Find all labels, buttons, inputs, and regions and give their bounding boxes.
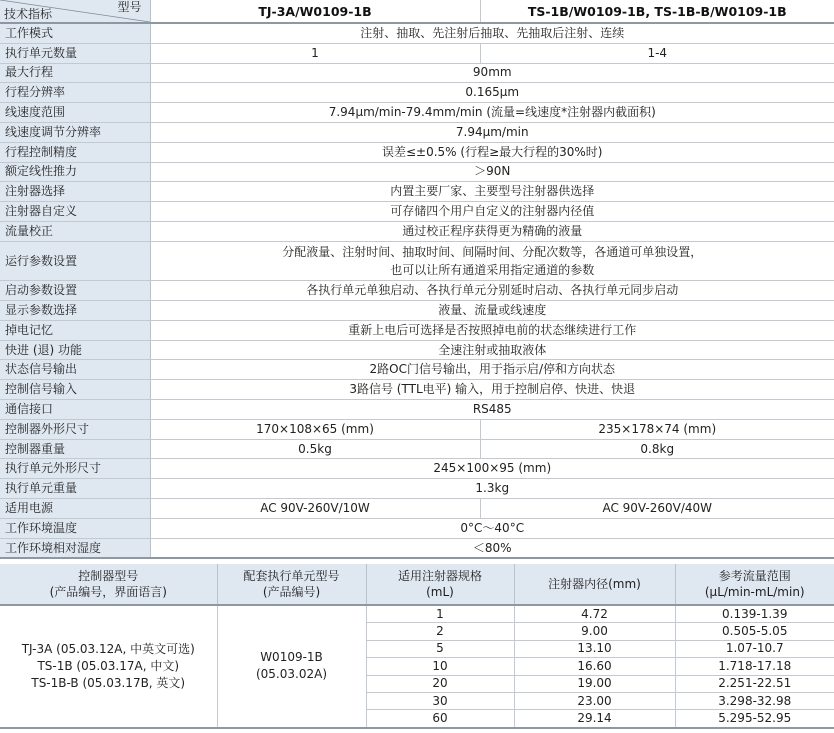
unit-model-cell <box>217 605 366 728</box>
syringe-flow: 5.295-52.95 <box>675 710 834 728</box>
syringe-ml: 60 <box>366 710 514 728</box>
row-label: 状态信号输出 <box>0 360 150 380</box>
row-label: 快进 (退) 功能 <box>0 340 150 360</box>
spec-row <box>0 83 834 103</box>
row-value: ＞90N <box>150 162 834 182</box>
spec-row <box>0 320 834 340</box>
row-value-b: 1-4 <box>480 43 834 63</box>
row-label: 控制器外形尺寸 <box>0 419 150 439</box>
row-label: 注射器自定义 <box>0 202 150 222</box>
header-controller-title: 控制器型号 <box>78 569 139 583</box>
spec-row <box>0 103 834 123</box>
header-row-label: 技术指标 <box>4 7 53 21</box>
row-value: 7.94μm/min-79.4mm/min (流量=线速度*注射器内截面积) <box>150 103 834 123</box>
header-unit-title: 配套执行单元型号 <box>243 569 340 583</box>
spec-row <box>0 63 834 83</box>
syringe-flow: 1.07-10.7 <box>675 640 834 657</box>
row-label: 线速度调节分辨率 <box>0 122 150 142</box>
spec-row <box>0 538 834 558</box>
row-label: 线速度范围 <box>0 103 150 123</box>
row-value-line-2: 也可以让所有通道采用指定通道的参数 <box>390 263 595 278</box>
spec-row <box>0 281 834 301</box>
row-value: 重新上电后可选择是否按照掉电前的状态继续进行工作 <box>150 320 834 340</box>
header-unit <box>217 564 366 605</box>
controller-models-cell <box>0 605 217 728</box>
spec-row <box>0 419 834 439</box>
row-value-a: AC 90V-260V/10W <box>150 499 480 519</box>
header-diagonal-cell <box>0 0 150 23</box>
row-value: 3路信号 (TTL电平) 输入，用于控制启停、快进、快退 <box>150 380 834 400</box>
row-value: 通过校正程序获得更为精确的液量 <box>150 221 834 241</box>
row-label: 流量校正 <box>0 221 150 241</box>
syringe-ml: 1 <box>366 605 514 623</box>
header-model-b: TS-1B/W0109-1B, TS-1B-B/W0109-1B <box>480 0 834 23</box>
row-value: 2路OC门信号输出，用于指示启/停和方向状态 <box>150 360 834 380</box>
row-value: 0.165μm <box>150 83 834 103</box>
spec-row <box>0 221 834 241</box>
controller-model: TS-1B-B (05.03.17B, 英文) <box>31 675 186 690</box>
row-value-b: 235×178×74 (mm) <box>480 419 834 439</box>
row-label: 最大行程 <box>0 63 150 83</box>
header-model-a: TJ-3A/W0109-1B <box>150 0 480 23</box>
row-label: 适用电源 <box>0 499 150 519</box>
row-label: 启动参数设置 <box>0 281 150 301</box>
row-label: 执行单元数量 <box>0 43 150 63</box>
syringe-diameter: 23.00 <box>514 692 675 709</box>
spec-row <box>0 479 834 499</box>
syringe-diameter: 16.60 <box>514 658 675 675</box>
row-label: 控制信号输入 <box>0 380 150 400</box>
row-label: 行程分辨率 <box>0 83 150 103</box>
row-label: 工作模式 <box>0 23 150 43</box>
row-value-b: AC 90V-260V/40W <box>480 499 834 519</box>
header-col-label: 型号 <box>117 0 142 14</box>
syringe-diameter: 9.00 <box>514 623 675 640</box>
row-value: 245×100×95 (mm) <box>150 459 834 479</box>
syringe-flow: 3.298-32.98 <box>675 692 834 709</box>
row-value: 内置主要厂家、主要型号注射器供选择 <box>150 182 834 202</box>
syringe-ml: 5 <box>366 640 514 657</box>
row-value: 误差≤±0.5% (行程≥最大行程的30%时) <box>150 142 834 162</box>
syringe-diameter: 19.00 <box>514 675 675 692</box>
table-row <box>0 605 834 623</box>
syringe-ml: 30 <box>366 692 514 709</box>
header-flow-sub: (μL/min-mL/min) <box>704 585 805 599</box>
row-label: 注射器选择 <box>0 182 150 202</box>
row-value: 90mm <box>150 63 834 83</box>
header-controller-sub: (产品编号，界面语言) <box>49 585 167 599</box>
row-value-line-1: 分配液量、注射时间、抽取时间、间隔时间、分配次数等，各通道可单独设置， <box>282 245 703 260</box>
syringe-flow: 2.251-22.51 <box>675 675 834 692</box>
spec-row <box>0 518 834 538</box>
unit-code: (05.03.02A) <box>255 667 327 682</box>
row-value <box>150 241 834 281</box>
controller-model: TS-1B (05.03.17A, 中文) <box>37 658 180 673</box>
spec-row <box>0 182 834 202</box>
row-label: 控制器重量 <box>0 439 150 459</box>
row-label: 执行单元重量 <box>0 479 150 499</box>
header-spec <box>366 564 514 605</box>
syringe-flow: 1.718-17.18 <box>675 658 834 675</box>
controller-model: TJ-3A (05.03.12A, 中英文可选) <box>21 641 195 656</box>
row-value: 全速注射或抽取液体 <box>150 340 834 360</box>
row-value: RS485 <box>150 400 834 420</box>
row-label: 通信接口 <box>0 400 150 420</box>
row-value: 1.3kg <box>150 479 834 499</box>
spec-row <box>0 241 834 281</box>
syringe-table <box>0 564 834 729</box>
header-flow-title: 参考流量范围 <box>718 569 791 583</box>
spec-row <box>0 122 834 142</box>
row-label: 掉电记忆 <box>0 320 150 340</box>
syringe-diameter: 13.10 <box>514 640 675 657</box>
spec-row <box>0 162 834 182</box>
spec-row <box>0 202 834 222</box>
row-value-a: 170×108×65 (mm) <box>150 419 480 439</box>
row-label: 行程控制精度 <box>0 142 150 162</box>
spec-row <box>0 439 834 459</box>
row-label: 工作环境温度 <box>0 518 150 538</box>
spec-row <box>0 43 834 63</box>
header-diameter-title: 注射器内径(mm) <box>548 577 641 591</box>
syringe-ml: 10 <box>366 658 514 675</box>
syringe-header-row <box>0 564 834 605</box>
spec-header-row <box>0 0 834 23</box>
row-value-b: 0.8kg <box>480 439 834 459</box>
header-spec-sub: (mL) <box>426 585 454 599</box>
header-flow <box>675 564 834 605</box>
unit-model: W0109-1B <box>260 650 323 665</box>
row-value: 7.94μm/min <box>150 122 834 142</box>
row-label: 工作环境相对湿度 <box>0 538 150 558</box>
spec-row <box>0 301 834 321</box>
row-value-a: 0.5kg <box>150 439 480 459</box>
syringe-ml: 20 <box>366 675 514 692</box>
syringe-ml: 2 <box>366 623 514 640</box>
spec-row <box>0 400 834 420</box>
syringe-flow: 0.139-1.39 <box>675 605 834 623</box>
header-spec-title: 适用注射器规格 <box>397 569 482 583</box>
row-value-a: 1 <box>150 43 480 63</box>
row-label: 执行单元外形尺寸 <box>0 459 150 479</box>
row-label: 运行参数设置 <box>0 241 150 281</box>
row-value: 液量、流量或线速度 <box>150 301 834 321</box>
syringe-diameter: 29.14 <box>514 710 675 728</box>
spec-row <box>0 142 834 162</box>
spec-row <box>0 23 834 43</box>
spec-row <box>0 380 834 400</box>
row-label: 额定线性推力 <box>0 162 150 182</box>
spec-row <box>0 459 834 479</box>
row-value: 各执行单元单独启动、各执行单元分别延时启动、各执行单元同步启动 <box>150 281 834 301</box>
spec-row <box>0 499 834 519</box>
row-value: 0°C～40°C <box>150 518 834 538</box>
header-controller <box>0 564 217 605</box>
syringe-diameter: 4.72 <box>514 605 675 623</box>
spec-row <box>0 340 834 360</box>
header-unit-sub: (产品编号) <box>262 585 321 599</box>
row-label: 显示参数选择 <box>0 301 150 321</box>
row-value: 可存储四个用户自定义的注射器内径值 <box>150 202 834 222</box>
header-diameter <box>514 564 675 605</box>
row-value: 注射、抽取、先注射后抽取、先抽取后注射、连续 <box>150 23 834 43</box>
row-value: ＜80% <box>150 538 834 558</box>
syringe-flow: 0.505-5.05 <box>675 623 834 640</box>
spec-row <box>0 360 834 380</box>
